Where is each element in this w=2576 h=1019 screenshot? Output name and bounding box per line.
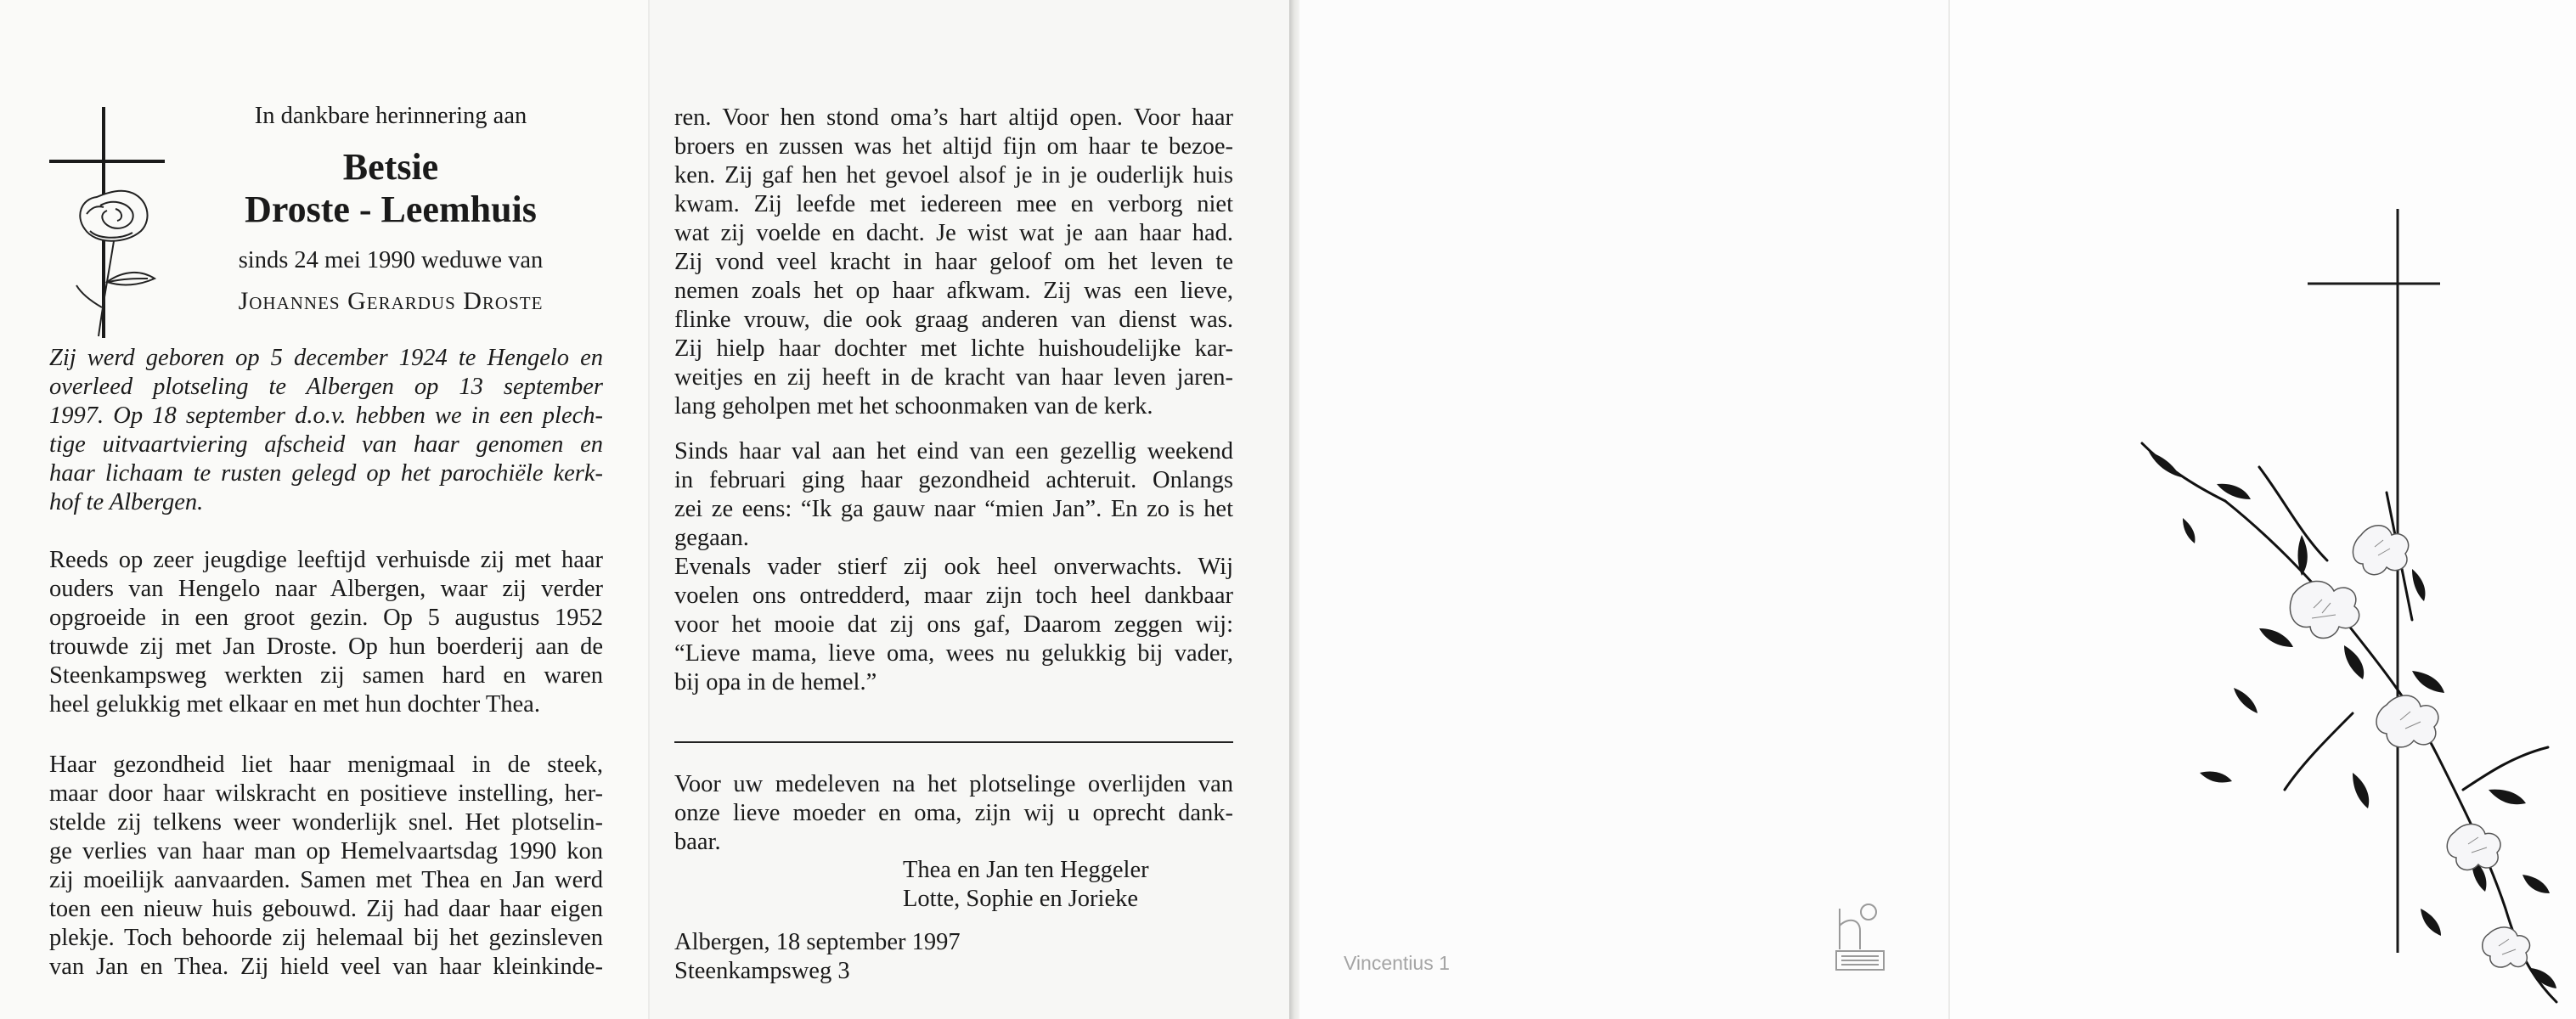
divider-line: [674, 741, 1233, 743]
birth-death-intro: [49, 344, 603, 517]
intro-line: Zij werd geboren op 5 december 1924 te Hengelo en: [49, 345, 603, 371]
biography-paragraph-2: [49, 751, 603, 982]
text-line: lang geholpen met het schoonmaken van de kerk.: [674, 393, 1153, 419]
address: Steenkampsweg 3: [674, 958, 850, 984]
text-line: baar.: [674, 829, 721, 855]
text-line: Voor uw medeleven na het plotselinge overlijden van: [674, 771, 1233, 797]
place-date: Albergen, 18 september 1997: [674, 929, 961, 955]
text-line: nemen zoals het op haar afkwam. Zij was een lieve,: [674, 278, 1233, 304]
signature-line: Lotte, Sophie en Jorieke: [903, 886, 1139, 912]
center-crease: [648, 0, 650, 1019]
text-line: Zij hielp haar dochter met lichte huishoudelijke kar-: [674, 335, 1233, 362]
intro-line: haar lichaam te rusten gelegd op het parochiële kerk-: [49, 460, 603, 487]
printer-logo-icon: [1833, 900, 1889, 973]
text-line: voelen ons ontredderd, maar zijn toch heel dankbaar: [674, 583, 1233, 609]
text-line: Zij vond veel kracht in haar geloof om het leven te: [674, 249, 1233, 275]
card-model-label: Vincentius 1: [1344, 952, 1450, 974]
intro-line: hof te Albergen.: [49, 489, 204, 515]
text-line: zei ze eens: “Ik ga gauw naar “mien Jan”. En zo is het: [674, 496, 1233, 522]
text-line: zij moeilijk aanvaarden. Samen met Thea en Jan werd: [49, 867, 603, 893]
biography-paragraph-3: [674, 104, 1233, 421]
text-line: opgroeide in een groot gezin. Op 5 augustus 1952: [49, 605, 603, 631]
text-line: wat zij voelde en dacht. Je wist wat je aan haar had.: [674, 220, 1233, 246]
text-line: bij opa in de hemel.”: [674, 669, 877, 695]
deceased-first-name: Betsie: [342, 146, 439, 188]
text-line: voor het mooie dat zij ons gaf, Daarom zeggen wij:: [674, 611, 1233, 638]
biography-paragraph-4: [674, 437, 1233, 697]
fold-shadow: [1289, 0, 1299, 1019]
text-line: Sinds haar val aan het eind van een gezellig weekend: [674, 438, 1233, 464]
text-line: ge verlies van haar man op Hemelvaartsdag 1990 kon: [49, 838, 603, 864]
text-line: Evenals vader stierf zij ook heel onverwachts. Wij: [674, 554, 1233, 580]
biography-paragraph-1: [49, 546, 603, 719]
husband-name: Johannes Gerardus Droste: [238, 287, 544, 315]
text-line: toen een nieuw huis gebouwd. Zij had daar haar eigen: [49, 896, 603, 922]
cross-with-rose-icon: [48, 104, 166, 341]
memorial-heading: In dankbare herinnering aan: [254, 103, 527, 129]
flower-spray-icon: [2132, 433, 2573, 1011]
text-line: kwam. Zij leefde met iedereen mee en verborg niet: [674, 191, 1233, 217]
text-line: in februari ging haar gezondheid achteruit. Onlangs: [674, 467, 1233, 493]
widow-line: sinds 24 mei 1990 weduwe van: [238, 247, 544, 273]
intro-line: tige uitvaartviering afscheid van haar genomen en: [49, 431, 603, 458]
text-line: weitjes en zij heeft in de kracht van haar leven jaren-: [674, 364, 1233, 391]
text-line: flinke vrouw, die ook graag anderen van dienst was.: [674, 307, 1233, 333]
signature-line: Thea en Jan ten Heggeler: [903, 857, 1149, 883]
back-cover-page: [1299, 0, 1948, 1019]
text-line: ouders van Hengelo naar Albergen, waar zij verder: [49, 576, 603, 602]
text-line: ren. Voor hen stond oma’s hart altijd open. Voor haar: [674, 104, 1233, 131]
text-line: Steenkampsweg werkten zij samen hard en waren: [49, 662, 603, 689]
text-line: maar door haar wilskracht en positieve instelling, her-: [49, 780, 603, 807]
text-line: onze lieve moeder en oma, zijn wij u oprecht dank-: [674, 800, 1233, 826]
text-line: Reeds op zeer jeugdige leeftijd verhuisde zij met haar: [49, 547, 603, 573]
text-line: “Lieve mama, lieve oma, wees nu gelukkig bij vader,: [674, 640, 1233, 667]
thanks-paragraph: [674, 770, 1233, 857]
text-line: Haar gezondheid liet haar menigmaal in de steek,: [49, 752, 603, 778]
text-line: plekje. Toch behoorde zij helemaal bij het gezinsleven: [49, 925, 603, 951]
intro-line: 1997. Op 18 september d.o.v. hebben we in een plech-: [49, 403, 603, 429]
text-line: broers en zussen was het altijd fijn om haar te bezoe-: [674, 133, 1233, 160]
intro-line: overleed plotseling te Albergen op 13 september: [49, 374, 603, 400]
text-line: trouwde zij met Jan Droste. Op hun boerderij aan de: [49, 633, 603, 660]
deceased-full-name: Droste - Leemhuis: [245, 189, 537, 230]
text-line: gegaan.: [674, 525, 749, 551]
text-line: ken. Zij gaf hen het gevoel alsof je in je ouderlijk huis: [674, 162, 1233, 189]
text-line: heel gelukkig met elkaar en met hun dochter Thea.: [49, 691, 540, 718]
text-line: stelde zij telkens weer wonderlijk snel. Het plotselin-: [49, 809, 603, 836]
cover-crease: [1948, 0, 1950, 1019]
text-line: van Jan en Thea. Zij hield veel van haar kleinkinde-: [49, 954, 603, 980]
